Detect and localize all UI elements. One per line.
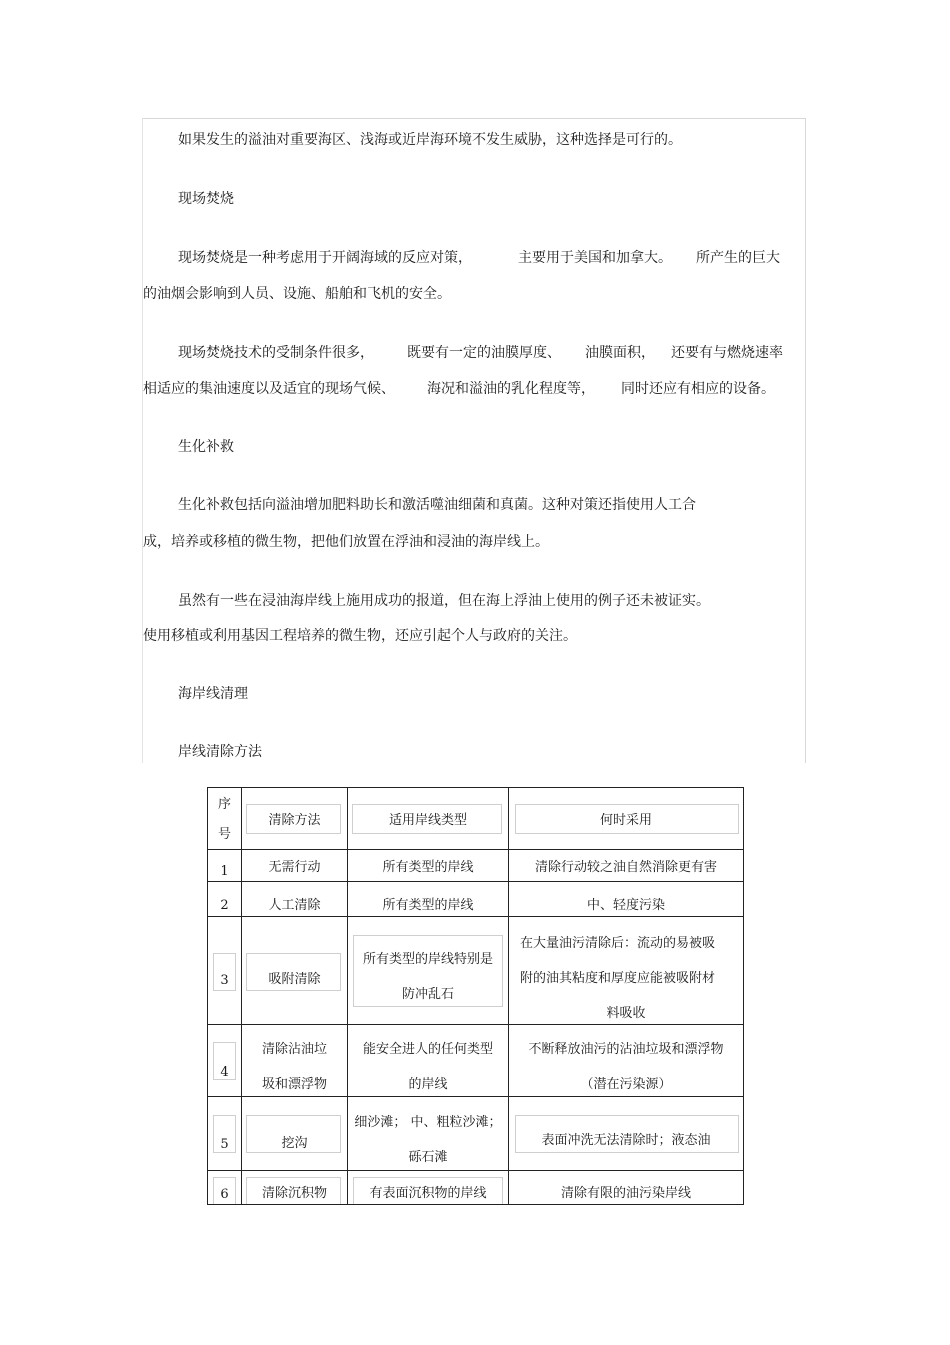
heading-bioremediation: 生化补救 [178, 439, 234, 455]
table-row [208, 1171, 744, 1205]
cell-when [509, 1171, 744, 1205]
cell-shore-line: 防冲乱石 [401, 987, 454, 1002]
paragraph-reports-line1: 虽然有一些在浸油海岸线上施用成功的报道，但在海上浮油上使用的例子还未被证实。 [178, 593, 710, 609]
cell-shore [348, 1171, 509, 1205]
cell-method [242, 1097, 348, 1171]
cell-number [208, 1171, 242, 1205]
cell-method-text: 吸附清除 [268, 972, 321, 987]
heading-in-situ-burning: 现场焚烧 [178, 191, 234, 207]
paragraph-burning-line2: 的油烟会影响到人员、设施、船舶和飞机的安全。 [143, 286, 451, 302]
cell-shore-text: 所有类型的岸线 [382, 860, 474, 875]
table-header-row [208, 788, 744, 850]
header-method-text: 清除方法 [268, 813, 321, 828]
cell-number [208, 882, 242, 917]
header-number [208, 788, 242, 850]
text-segment: 油膜面积， [585, 345, 655, 361]
table-row [208, 1025, 744, 1097]
paragraph-reports-line2: 使用移植或利用基因工程培养的微生物，还应引起个人与政府的关注。 [143, 628, 577, 644]
cell-when-text: 表面冲洗无法清除时；液态油 [541, 1133, 711, 1148]
cell-number-text: 5 [220, 1137, 229, 1152]
cell-method-text: 人工清除 [268, 898, 321, 913]
table-row [208, 882, 744, 917]
cell-number [208, 917, 242, 1025]
text-segment: 现场焚烧技术的受制条件很多， [178, 345, 374, 361]
header-when [509, 788, 744, 850]
cell-when-text: 清除行动较之油自然消除更有害 [534, 860, 717, 875]
cell-method-line: 圾和漂浮物 [261, 1077, 327, 1092]
header-shore-type [348, 788, 509, 850]
paragraph-constraints-line1 [178, 344, 783, 362]
cell-when-text: 清除有限的油污染岸线 [560, 1186, 691, 1201]
text-segment: 海况和溢油的乳化程度等， [427, 381, 595, 397]
paragraph-bio-line1: 生化补救包括向溢油增加肥料助长和激活噬油细菌和真菌。这种对策还指使用人工合 [178, 497, 696, 513]
shore-cleanup-table [207, 787, 744, 1205]
cell-when-text: 中、轻度污染 [586, 898, 665, 913]
cell-method [242, 882, 348, 917]
cell-shore [348, 1097, 509, 1171]
cell-method [242, 1025, 348, 1097]
cell-when-line: （潜在污染源） [580, 1077, 672, 1092]
cell-method-text: 无需行动 [268, 860, 321, 875]
cell-method-line: 清除沾油垃 [261, 1042, 327, 1057]
heading-shoreline-cleanup: 海岸线清理 [178, 686, 248, 702]
cell-when [509, 850, 744, 882]
cell-when-line: 料吸收 [606, 1006, 646, 1021]
cell-when [509, 1097, 744, 1171]
heading-shore-methods: 岸线清除方法 [178, 744, 262, 760]
cell-when [509, 1025, 744, 1097]
cell-method [242, 850, 348, 882]
cell-shore-line: 能安全进人的任何类型 [362, 1042, 493, 1057]
cell-when-line: 不断释放油污的沾油垃圾和漂浮物 [528, 1042, 724, 1057]
table-row [208, 850, 744, 882]
cell-shore-line: 砾石滩 [408, 1150, 448, 1165]
cell-shore-line: 的岸线 [408, 1077, 448, 1092]
cell-shore [348, 882, 509, 917]
paragraph-constraints-line2 [143, 380, 775, 398]
cell-when [509, 917, 744, 1025]
text-segment: 既要有一定的油膜厚度、 [407, 345, 561, 361]
cell-method-text: 挖沟 [281, 1136, 308, 1151]
table-row [208, 1097, 744, 1171]
cell-number-text: 1 [220, 864, 229, 879]
header-method [242, 788, 348, 850]
cell-number-text: 2 [220, 898, 229, 913]
cell-number [208, 850, 242, 882]
header-number-part: 号 [217, 827, 231, 842]
cell-shore [348, 917, 509, 1025]
cell-number [208, 1097, 242, 1171]
text-frame [142, 118, 806, 763]
text-segment: 所产生的巨大 [696, 250, 780, 266]
cell-shore-line: 所有类型的岸线特别是 [362, 952, 493, 967]
cell-when [509, 882, 744, 917]
cell-shore-line: 细沙滩； 中、粗粒沙滩； [354, 1115, 502, 1130]
paragraph-bio-line2: 成，培养或移植的微生物，把他们放置在浮油和浸油的海岸线上。 [143, 534, 549, 550]
text-segment: 还要有与燃烧速率 [671, 345, 783, 361]
cell-method [242, 1171, 348, 1205]
cell-when-line: 在大量油污清除后：流动的易被吸 [520, 936, 716, 951]
text-segment: 主要用于美国和加拿大。 [518, 250, 672, 266]
header-shore-type-text: 适用岸线类型 [388, 813, 467, 828]
paragraph-condition: 如果发生的溢油对重要海区、浅海或近岸海环境不发生威胁，这种选择是可行的。 [178, 132, 682, 148]
cell-shore-text: 所有类型的岸线 [382, 898, 474, 913]
text-segment: 现场焚烧是一种考虑用于开阔海域的反应对策， [178, 250, 472, 266]
cell-shore-text: 有表面沉积物的岸线 [369, 1186, 487, 1201]
paragraph-burning-line1 [178, 249, 780, 267]
header-when-text: 何时采用 [599, 813, 652, 828]
cell-when-line: 附的油其粘度和厚度应能被吸附材 [520, 971, 716, 986]
header-number-part: 序 [217, 797, 231, 812]
cell-shore [348, 850, 509, 882]
cell-method [242, 917, 348, 1025]
cell-number-text: 4 [220, 1065, 229, 1080]
cell-number-text: 3 [220, 973, 229, 988]
cell-shore [348, 1025, 509, 1097]
cell-number [208, 1025, 242, 1097]
text-segment: 同时还应有相应的设备。 [621, 381, 775, 397]
cell-method-text: 清除沉积物 [261, 1186, 327, 1201]
text-segment: 相适应的集油速度以及适宜的现场气候、 [143, 381, 395, 397]
cell-number-text: 6 [220, 1187, 229, 1202]
table-row [208, 917, 744, 1025]
